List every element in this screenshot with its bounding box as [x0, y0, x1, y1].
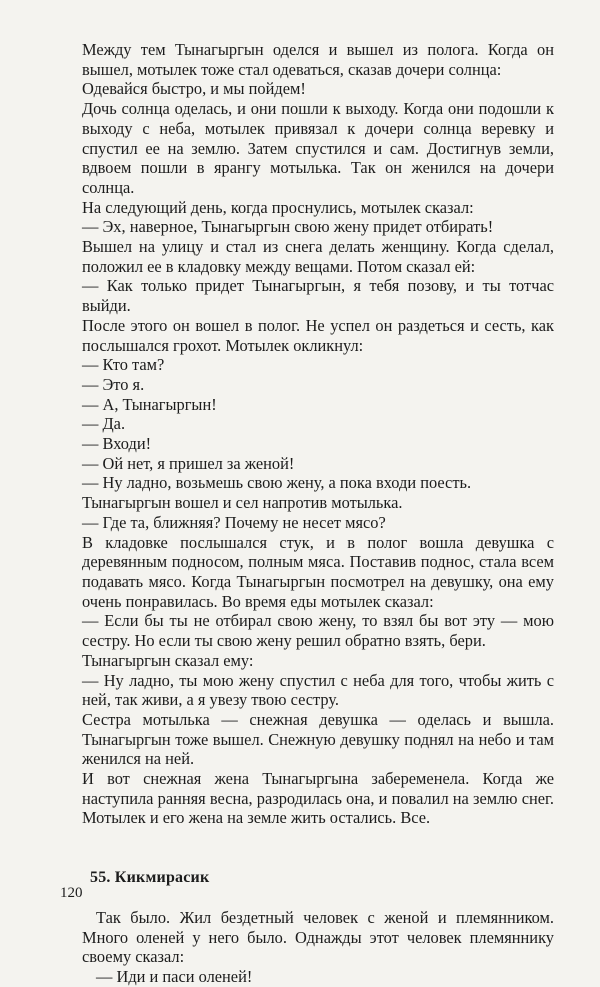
- dialogue-line: — Это я.: [82, 374, 145, 394]
- dialogue-line: — Иди и паси оленей!: [96, 966, 253, 986]
- page-text: [82, 40, 554, 987]
- dialogue-line: — Где та, ближняя? Почему не несет мясо?: [82, 512, 386, 532]
- dialogue-line: — Ну ладно, возьмешь свою жену, а пока входи поесть.: [82, 473, 472, 493]
- page-number: 120: [60, 885, 83, 901]
- paragraph: Тынагыргын вошел и сел напротив мотылька.: [82, 493, 403, 513]
- dialogue-line: — А, Тынагыргын!: [82, 394, 217, 414]
- dialogue-line: — Входи!: [82, 434, 152, 454]
- dialogue-line: — Эх, наверное, Тынагыргын свою жену придет отбирать!: [82, 217, 494, 237]
- dialogue-line: — Как только придет Тынагыргын, я тебя позову, и ты тотчас выйди.: [82, 276, 554, 316]
- paragraph: Одевайся быстро, и мы пойдем!: [82, 79, 306, 99]
- dialogue-line: — Если бы ты не отбирал свою жену, то взял бы вот эту — мою сестру. Но если ты свою жену решил обратно взять, бери.: [82, 611, 554, 651]
- section-heading: 55. Кикмирасик: [90, 869, 210, 887]
- paragraph: Сестра мотылька — снежная девушка — оделась и вышла. Тынагыргын тоже вышел. Снежную девушку поднял на небо и там женился на ней.: [82, 709, 554, 769]
- paragraph: В кладовке послышался стук, и в полог вошла девушка с деревянным подносом, полным мяса. Поставив поднос, стала всем подавать мясо. Когда Тынагыргын посмотрел на девушку, она ему очень понравилась. Во время еды мотылек сказал:: [82, 532, 554, 611]
- dialogue-line: — Ой нет, я пришел за женой!: [82, 453, 295, 473]
- paragraph: Тынагыргын сказал ему:: [82, 650, 254, 670]
- dialogue-line: — Кто там?: [82, 355, 165, 375]
- paragraph: Вышел на улицу и стал из снега делать женщину. Когда сделал, положил ее в кладовку между вещами. Потом сказал ей:: [82, 237, 554, 276]
- paragraph: Так было. Жил бездетный человек с женой и племянником. Много оленей у него было. Однажды этот человек племяннику своему сказал:: [82, 907, 554, 967]
- paragraph: Дочь солнца оделась, и они пошли к выходу. Когда они подошли к выходу с неба, мотылек привязал к дочери солнца веревку и спустил ее на землю. Затем спустился и сам. Достигнув земли, вдвоем пошли в ярангу мотылька. Так он женился на дочери солнца.: [82, 99, 554, 197]
- paragraph: И вот снежная жена Тынагыргына забеременела. Когда же наступила ранняя весна, разродилась она, и повалил на землю снег. Мотылек и его жена на земле жить остались. Все.: [82, 769, 554, 828]
- dialogue-line: — Ну ладно, ты мою жену спустил с неба для того, чтобы жить с ней, так живи, а я увезу твою сестру.: [82, 670, 554, 710]
- dialogue-line: — Да.: [82, 414, 126, 434]
- paragraph: Между тем Тынагыргын оделся и вышел из полога. Когда он вышел, мотылек тоже стал одеваться, сказав дочери солнца:: [82, 40, 554, 79]
- paragraph: После этого он вошел в полог. Не успел он раздеться и сесть, как послышался грохот. Мотылек окликнул:: [82, 315, 554, 355]
- paragraph: На следующий день, когда проснулись, мотылек сказал:: [82, 197, 474, 217]
